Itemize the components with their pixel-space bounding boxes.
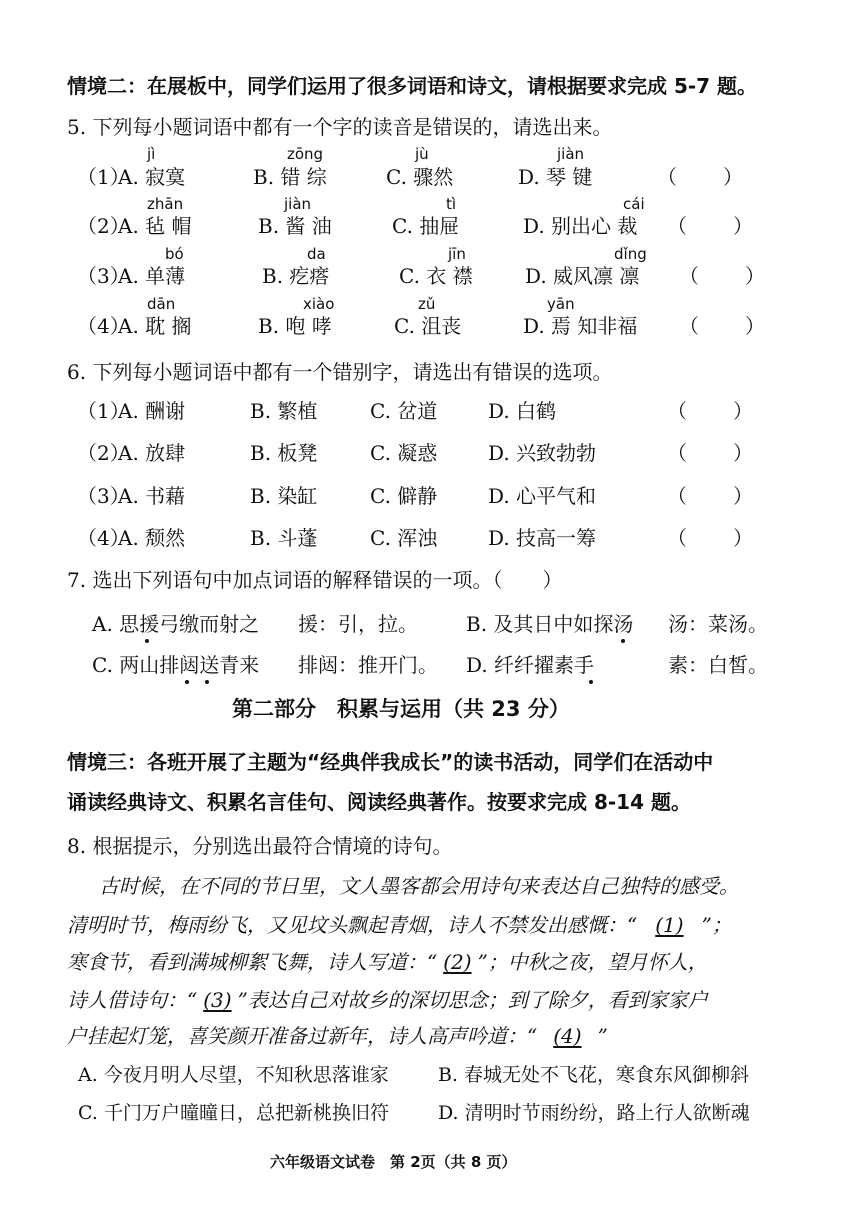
scenario-2-heading: 情境二：在展板中，同学们运用了很多词语和诗文，请根据要求完成 5-7 题。 — [67, 74, 758, 98]
q8-text: 诗人借诗句：“ — [67, 988, 198, 1012]
q7-option-c-explanation: 排闼：推开门。 — [298, 653, 438, 677]
q5-row-2-option-c[interactable]: C. 抽屉 — [392, 214, 460, 238]
emphasis-dot — [589, 680, 593, 684]
q5-row-1-option-b[interactable]: B. 错 综 — [253, 165, 327, 189]
q8-option-c[interactable]: C. 千门万户曈曈日，总把新桃换旧符 — [78, 1102, 389, 1124]
q5-row-3-option-d[interactable]: D. 威风凛 凛 — [525, 264, 640, 288]
emphasis-dot — [205, 680, 209, 684]
emphasis-dot — [621, 639, 625, 643]
pinyin: dān — [147, 295, 176, 313]
pinyin: tì — [446, 195, 457, 213]
q8-option-a[interactable]: A. 今夜月明人尽望，不知秋思落谁家 — [78, 1064, 389, 1086]
q6-row-2-number: （2） — [77, 441, 130, 465]
q8-paragraph-line-5 — [67, 1024, 608, 1048]
q6-row-3-option-c[interactable]: C. 僻静 — [370, 484, 438, 508]
q6-row-4-option-b[interactable]: B. 斗蓬 — [250, 526, 318, 550]
pinyin: yān — [547, 295, 575, 313]
emphasis-dot — [185, 680, 189, 684]
q6-row-2-option-a[interactable]: A. 放肆 — [118, 441, 186, 465]
q5-row-4-option-a[interactable]: A. 耽 搁 — [118, 314, 192, 338]
q5-row-1-number: （1） — [77, 165, 130, 189]
q6-row-4-number: （4） — [77, 526, 130, 550]
pinyin: dǐng — [614, 245, 647, 263]
q8-option-d[interactable]: D. 清明时节雨纷纷，路上行人欲断魂 — [438, 1102, 750, 1124]
pinyin: jù — [415, 145, 429, 163]
q5-row-3-option-b[interactable]: B. 疙瘩 — [262, 264, 330, 288]
q7-option-a-sentence[interactable]: A. 思援弓缴而射之 — [92, 612, 260, 636]
answer-paren[interactable]: （ ） — [667, 484, 755, 508]
question-5-title: 5. 下列每小题词语中都有一个字的读音是错误的，请选出来。 — [67, 115, 613, 139]
pinyin: jīn — [448, 245, 466, 263]
q6-row-2-option-c[interactable]: C. 凝惑 — [370, 441, 438, 465]
q5-row-4-option-b[interactable]: B. 咆 哮 — [258, 314, 332, 338]
q6-row-2-option-d[interactable]: D. 兴致勃勃 — [488, 441, 597, 465]
answer-paren[interactable]: （ ） — [657, 165, 745, 189]
q7-option-b-explanation: 汤：菜汤。 — [668, 612, 768, 636]
q5-row-3-option-a[interactable]: A. 单薄 — [118, 264, 186, 288]
q6-row-1-option-c[interactable]: C. 岔道 — [370, 399, 438, 423]
pinyin: bó — [165, 245, 184, 263]
q8-text: ”表达自己对故乡的深切思念；到了除夕，看到家家户 — [237, 988, 708, 1012]
q6-row-3-option-d[interactable]: D. 心平气和 — [488, 484, 597, 508]
q5-row-2-option-d[interactable]: D. 别出心 裁 — [523, 214, 638, 238]
answer-paren[interactable]: （ ） — [679, 264, 767, 288]
q8-text: ”； — [701, 913, 732, 937]
pinyin: zhān — [147, 195, 184, 213]
q8-paragraph-line-3 — [67, 950, 708, 974]
blank-2[interactable]: (2) — [443, 950, 472, 974]
q5-row-3-number: （3） — [77, 264, 130, 288]
pinyin: jiàn — [557, 145, 585, 163]
q5-row-4-option-d[interactable]: D. 焉 知非福 — [523, 314, 638, 338]
q7-option-b-sentence[interactable]: B. 及其日中如探汤 — [466, 612, 634, 636]
answer-paren[interactable]: （ ） — [667, 441, 755, 465]
question-7-title: 7. 选出下列语句中加点词语的解释错误的一项。（ ） — [67, 568, 563, 592]
answer-paren[interactable]: （ ） — [667, 526, 755, 550]
q8-paragraph-line-2 — [67, 913, 732, 937]
answer-paren[interactable]: （ ） — [679, 314, 767, 338]
q6-row-3-number: （3） — [77, 484, 130, 508]
pinyin: zōng — [287, 145, 324, 163]
answer-paren[interactable]: （ ） — [667, 399, 755, 423]
part-2-heading: 第二部分 积累与运用（共 23 分） — [232, 697, 570, 721]
pinyin: zǔ — [418, 295, 436, 313]
q6-row-2-option-b[interactable]: B. 板凳 — [250, 441, 318, 465]
answer-paren[interactable]: （ ） — [667, 214, 755, 238]
q8-text: ” — [597, 1024, 608, 1048]
q6-row-1-number: （1） — [77, 399, 130, 423]
q7-option-d-sentence[interactable]: D. 纤纤擢素手 — [466, 653, 595, 677]
pinyin: jì — [147, 145, 156, 163]
q7-option-c-sentence[interactable]: C. 两山排闼送青来 — [92, 653, 260, 677]
q5-row-2-number: （2） — [77, 214, 130, 238]
q6-row-1-option-d[interactable]: D. 白鹤 — [488, 399, 557, 423]
pinyin: jiàn — [284, 195, 312, 213]
q5-row-2-option-a[interactable]: A. 毡 帽 — [118, 214, 192, 238]
q7-option-a-explanation: 援：引，拉。 — [298, 612, 418, 636]
q6-row-4-option-d[interactable]: D. 技高一筹 — [488, 526, 597, 550]
q5-row-1-option-a[interactable]: A. 寂寞 — [118, 165, 186, 189]
q5-row-3-option-c[interactable]: C. 衣 襟 — [399, 264, 473, 288]
pinyin: cái — [623, 195, 645, 213]
blank-3[interactable]: (3) — [203, 988, 232, 1012]
scenario-3-line-1: 情境三：各班开展了主题为“经典伴我成长”的读书活动，同学们在活动中 — [67, 750, 714, 774]
q6-row-4-option-a[interactable]: A. 颓然 — [118, 526, 186, 550]
blank-4[interactable]: (4) — [553, 1024, 582, 1048]
q5-row-2-option-b[interactable]: B. 酱 油 — [258, 214, 332, 238]
q5-row-4-option-c[interactable]: C. 沮丧 — [394, 314, 462, 338]
q6-row-3-option-b[interactable]: B. 染缸 — [250, 484, 318, 508]
q8-paragraph-line-1: 古时候，在不同的节日里，文人墨客都会用诗句来表达自己独特的感受。 — [99, 874, 739, 898]
q5-row-4-number: （4） — [77, 314, 130, 338]
q6-row-1-option-b[interactable]: B. 繁植 — [250, 399, 318, 423]
q7-option-d-explanation: 素：白皙。 — [668, 653, 768, 677]
question-6-title: 6. 下列每小题词语中都有一个错别字，请选出有错误的选项。 — [67, 360, 613, 384]
q8-text: 清明时节，梅雨纷飞，又见坟头飘起青烟，诗人不禁发出感慨：“ — [67, 913, 638, 937]
q6-row-4-option-c[interactable]: C. 浑浊 — [370, 526, 438, 550]
q8-text: ”；中秋之夜，望月怀人， — [477, 950, 708, 974]
q5-row-1-option-d[interactable]: D. 琴 键 — [518, 165, 593, 189]
q8-text: 寒食节，看到满城柳絮飞舞，诗人写道：“ — [67, 950, 438, 974]
q8-paragraph-line-4 — [67, 988, 708, 1012]
q8-text: 户挂起灯笼，喜笑颜开准备过新年，诗人高声吟道：“ — [67, 1024, 538, 1048]
scenario-3-line-2: 诵读经典诗文、积累名言佳句、阅读经典著作。按要求完成 8-14 题。 — [67, 790, 691, 814]
q6-row-3-option-a[interactable]: A. 书藉 — [118, 484, 186, 508]
pinyin: xiào — [303, 295, 335, 313]
question-8-title: 8. 根据提示，分别选出最符合情境的诗句。 — [67, 834, 453, 858]
q5-row-1-option-c[interactable]: C. 骤然 — [386, 165, 454, 189]
pinyin: da — [307, 245, 326, 263]
emphasis-dot — [145, 639, 149, 643]
page-footer: 六年级语文试卷 第 2页（共 8 页） — [270, 1153, 517, 1171]
q6-row-1-option-a[interactable]: A. 酬谢 — [118, 399, 186, 423]
blank-1[interactable]: (1) — [655, 913, 684, 937]
q8-option-b[interactable]: B. 春城无处不飞花，寒食东风御柳斜 — [438, 1064, 750, 1086]
